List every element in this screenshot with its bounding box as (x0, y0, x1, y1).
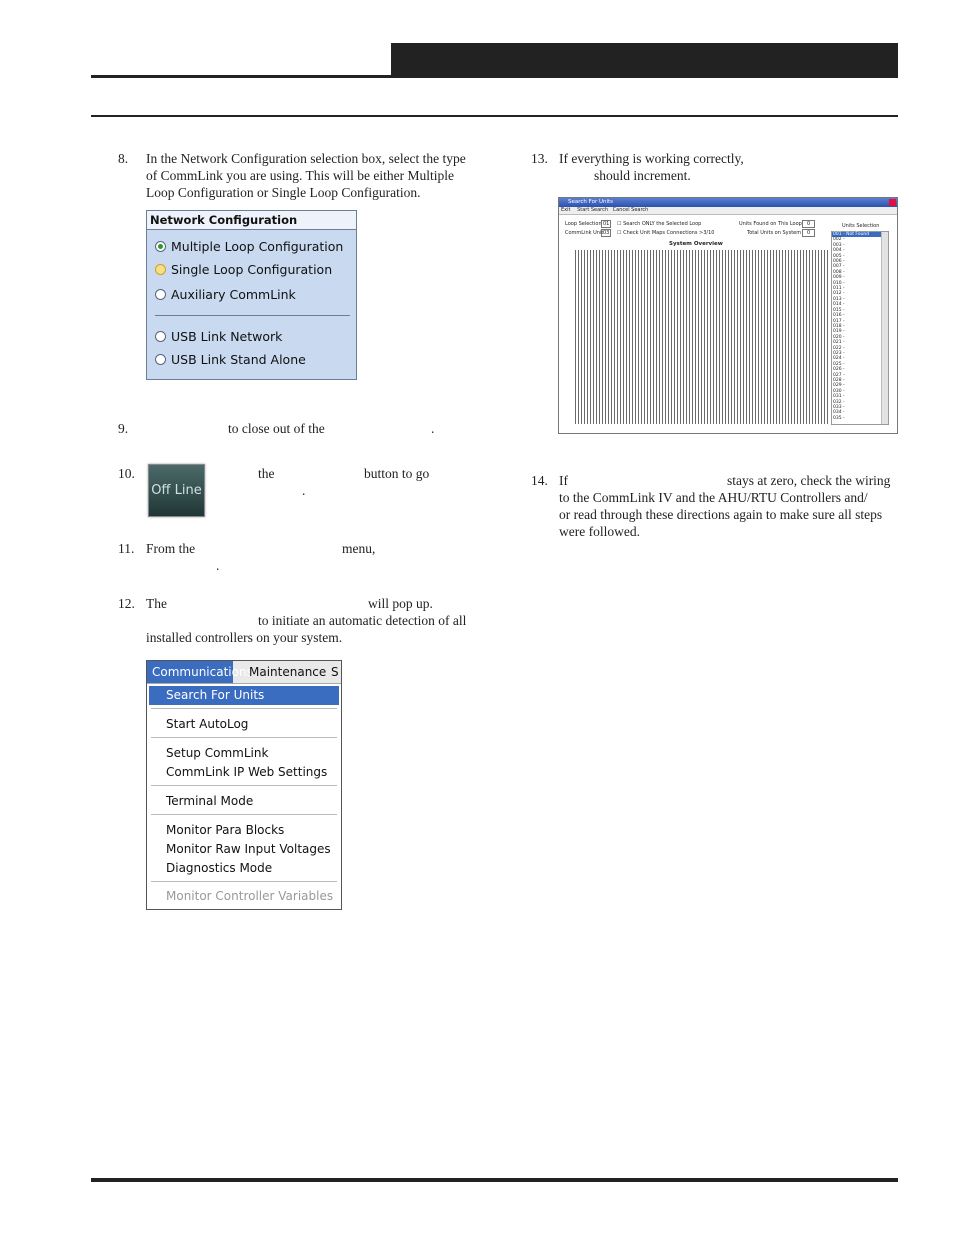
menu-start-search[interactable]: Start Search (577, 207, 609, 213)
step-9: 9. to close out of the . (118, 421, 435, 436)
menu-item-commlink-ip-web-settings[interactable]: CommLink IP Web Settings (166, 765, 328, 779)
unit-list-item[interactable]: 009 - (833, 275, 845, 281)
menu-item-monitor-controller-variables: Monitor Controller Variables (166, 889, 334, 903)
loop-selection-label: Loop Selection (565, 221, 602, 227)
unit-list-item[interactable]: 003 - (833, 242, 845, 248)
menu-item-terminal-mode[interactable]: Terminal Mode (166, 794, 254, 808)
header-bar (391, 43, 898, 78)
radio-icon (155, 264, 166, 275)
unit-list-item[interactable]: 022 - (833, 345, 845, 351)
step-11: 11. From the menu, . (118, 541, 376, 573)
menu-divider (151, 708, 337, 709)
menu-item-monitor-para-blocks[interactable]: Monitor Para Blocks (166, 823, 285, 837)
menu-divider (151, 737, 337, 738)
radio-usb-link-network[interactable]: USB Link Network (155, 329, 282, 344)
menu-bar (147, 661, 341, 684)
search-only-loop-checkbox[interactable]: ☐ Search ONLY the Selected Loop (617, 221, 702, 227)
unit-list-item[interactable]: 027 - (833, 372, 845, 378)
loop-selection-input[interactable]: 01 (603, 221, 610, 227)
menu-item-diagnostics-mode[interactable]: Diagnostics Mode (166, 861, 273, 875)
window-menu-bar (559, 207, 897, 215)
unit-list-item[interactable]: 019 - (833, 329, 845, 335)
menu-item-search-for-units[interactable]: Search For Units (149, 686, 339, 705)
menu-divider (151, 814, 337, 815)
step-10: 10. the button to go . (118, 466, 430, 498)
menu-exit[interactable]: Exit (561, 207, 571, 213)
unit-list-item[interactable]: 015 - (833, 307, 845, 313)
unit-list-item[interactable]: 034 - (833, 410, 845, 416)
unit-list-item[interactable]: 030 - (833, 388, 845, 394)
network-configuration-box (146, 210, 357, 380)
system-overview-grid (575, 250, 829, 424)
unit-list-item[interactable]: 018 - (833, 323, 845, 329)
total-units-label: Total Units on System (747, 230, 802, 236)
close-icon[interactable] (889, 199, 896, 206)
unit-list-item[interactable]: 006 - (833, 259, 845, 265)
radio-icon (155, 331, 166, 342)
header-rule (91, 115, 898, 117)
unit-list-item[interactable]: 020 - (833, 334, 845, 340)
menu-item-setup-commlink[interactable]: Setup CommLink (166, 746, 269, 760)
menu-communications[interactable]: Communications (147, 661, 233, 683)
menu-maintenance[interactable]: Maintenance (249, 665, 327, 679)
units-selection-label: Units Selection (842, 223, 880, 229)
radio-selected-icon (155, 241, 166, 252)
unit-list-item[interactable]: 033 - (833, 405, 845, 410)
radio-usb-link-stand-alone[interactable]: USB Link Stand Alone (155, 352, 306, 367)
unit-list-item[interactable]: 023 - (833, 350, 845, 356)
divider (155, 315, 350, 316)
communications-menu (146, 660, 342, 910)
unit-list-item[interactable]: 004 - (833, 248, 845, 254)
window-title-bar: Search For Units (559, 198, 897, 207)
unit-list-item[interactable]: 031 - (833, 394, 845, 400)
unit-list-item[interactable]: 014 - (833, 302, 845, 308)
unit-list-item[interactable]: 029 - (833, 383, 845, 389)
radio-multiple-loop[interactable]: Multiple Loop Configuration (155, 239, 343, 254)
menu-item-monitor-raw-input-voltages[interactable]: Monitor Raw Input Voltages (166, 842, 331, 856)
unit-list-items (832, 232, 888, 421)
units-selection-list[interactable] (831, 231, 889, 425)
unit-list-item[interactable]: 016 - (833, 313, 845, 319)
radio-single-loop[interactable]: Single Loop Configuration (155, 262, 332, 277)
step-12: 12. The will pop up. to initiate an automatic detection of all installed controllers on your system. (118, 596, 467, 645)
radio-icon (155, 289, 166, 300)
unit-list-item[interactable]: 026 - (833, 367, 845, 373)
off-line-button[interactable]: Off Line (148, 464, 205, 517)
unit-list-item[interactable]: 001 - Not Found (832, 232, 888, 237)
footer-rule (91, 1178, 898, 1182)
total-units-value: 0 (802, 229, 815, 237)
unit-list-item[interactable]: 013 - (833, 296, 845, 302)
units-found-label: Units Found on This Loop (739, 221, 802, 227)
commlink-unit-input[interactable]: 03 (603, 230, 610, 236)
system-overview-label: System Overview (669, 241, 723, 247)
search-for-units-window (558, 197, 898, 434)
list-scrollbar[interactable] (881, 232, 888, 424)
unit-list-item[interactable]: 007 - (833, 264, 845, 270)
step-13: 13. If everything is working correctly, should increment. (531, 151, 744, 183)
unit-list-item[interactable]: 021 - (833, 340, 845, 346)
unit-list-item[interactable]: 005 - (833, 253, 845, 259)
check-unit-maps-checkbox[interactable]: ☐ Check Unit Maps Connections >3/10 (617, 230, 715, 236)
menu-cancel-search[interactable]: Cancel Search (612, 207, 649, 213)
menu-s[interactable]: S (331, 665, 339, 679)
commlink-unit-label: CommLink Unit (565, 230, 604, 236)
unit-list-item[interactable]: 032 - (833, 399, 845, 405)
unit-list-item[interactable]: 012 - (833, 291, 845, 297)
unit-list-item[interactable]: 028 - (833, 377, 845, 383)
header-rule-left (91, 75, 391, 78)
unit-list-item[interactable]: 011 - (833, 286, 845, 292)
unit-list-item[interactable]: 008 - (833, 269, 845, 275)
network-configuration-title: Network Configuration (147, 211, 356, 230)
units-found-value: 0 (802, 220, 815, 228)
unit-list-item[interactable]: 025 - (833, 361, 845, 367)
unit-list-item[interactable]: 017 - (833, 318, 845, 324)
radio-icon (155, 354, 166, 365)
radio-auxiliary-commlink[interactable]: Auxiliary CommLink (155, 287, 296, 302)
unit-list-item[interactable]: 010 - (833, 280, 845, 286)
menu-item-start-autolog[interactable]: Start AutoLog (166, 717, 249, 731)
unit-list-item[interactable]: 024 - (833, 356, 845, 362)
menu-divider (151, 881, 337, 882)
menu-divider (151, 785, 337, 786)
unit-list-item[interactable]: 035 - (833, 415, 845, 421)
step-14: 14. If stays at zero, check the wiring to the CommLink IV and the AHU/RTU Controllers and/ or read through these directions again to make sure all steps were followed. (531, 473, 891, 539)
unit-list-item[interactable]: 002 - (833, 237, 845, 243)
